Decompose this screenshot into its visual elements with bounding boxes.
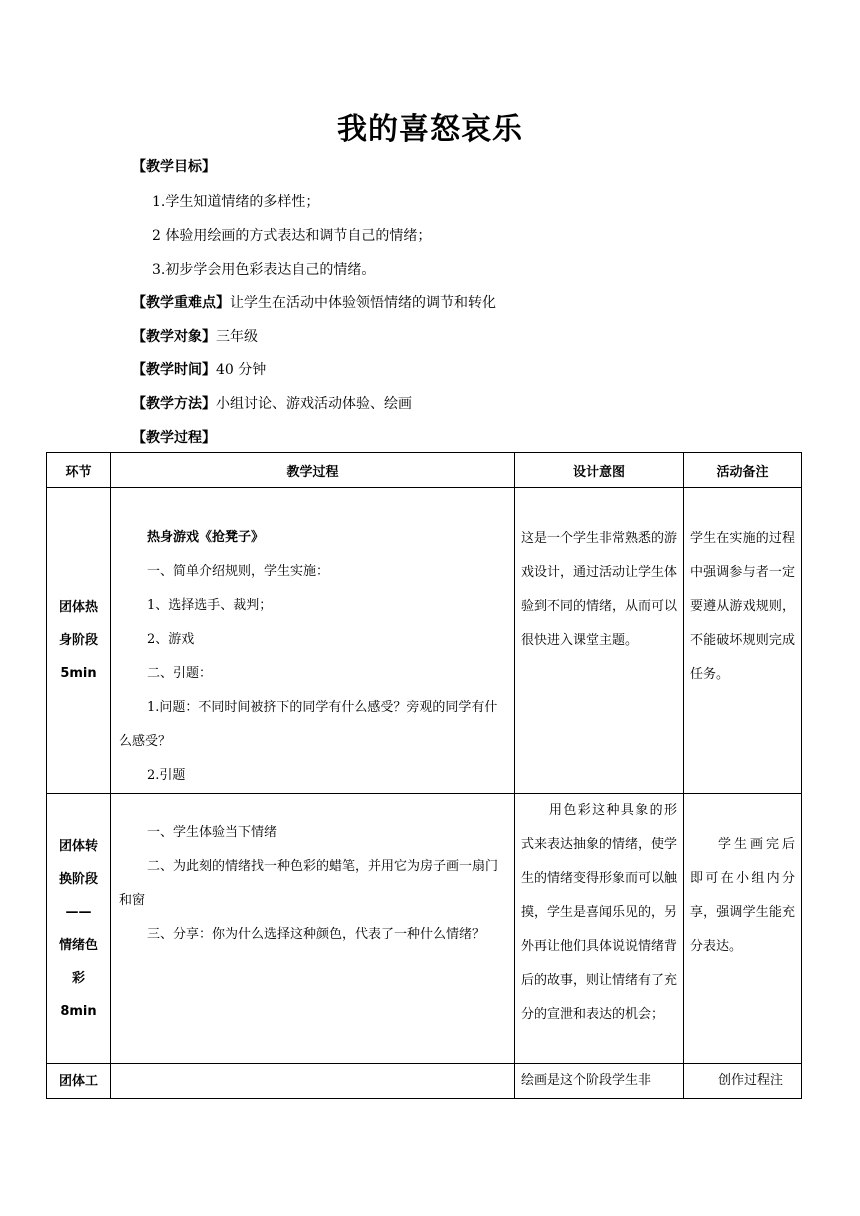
process-cell [111,1064,515,1099]
notes-cell [684,488,802,794]
keypoint-label: 【教学重难点】 [132,295,230,311]
stage-line: 彩 [71,970,85,986]
process-line: 1.问题：不同时间被挤下的同学有什么感受？旁观的同学有什么感受？ [119,700,498,749]
method-label: 【教学方法】 [132,396,216,412]
table-row [47,1064,802,1099]
stage-line: 情绪色 [58,937,98,953]
process-line: 2、游戏 [147,632,195,647]
stage-line: 8min [60,1003,97,1019]
audience-label: 【教学对象】 [132,329,216,345]
process-line: 2.引题 [147,768,186,783]
stage-cell [47,794,111,1064]
objectives-heading [132,157,216,177]
stage-cell [47,1064,111,1099]
intent-cell [515,488,684,794]
intent-cell [515,794,684,1064]
stage-line: 5min [60,666,97,681]
method-line [132,394,412,414]
table-row [47,488,802,794]
process-line: 1、选择选手、裁判； [147,598,273,613]
notes-cell [684,794,802,1064]
audience-line [132,327,258,347]
process-line: 二、引题： [147,666,213,681]
time-value: 40 分钟 [216,362,267,378]
process-cell [111,488,515,794]
process-line: 一、学生体验当下情绪 [147,825,278,840]
process-line: 一、简单介绍规则，学生实施： [147,564,330,579]
time-label: 【教学时间】 [132,362,216,378]
notes-text: 学生画完后即可在小组内分享，强调学生能充分表达。 [690,837,795,954]
header-stage: 环节 [47,453,111,488]
header-intent: 设计意图 [515,453,684,488]
method-value: 小组讨论、游戏活动体验、绘画 [216,396,412,412]
notes-text: 创作过程注 [718,1073,784,1088]
time-line [132,360,266,380]
process-title: 热身游戏《抢凳子》 [147,530,265,545]
notes-cell [684,1064,802,1099]
process-cell [111,794,515,1064]
stage-line: —— [65,904,92,920]
stage-line: 团体转 [58,838,98,854]
objective-item: 1.学生知道情绪的多样性； [152,194,320,210]
stage-line: 身阶段 [58,633,98,648]
stage-line: 团体热 [58,600,98,615]
objective-item: 2 体验用绘画的方式表达和调节自己的情绪； [152,228,432,244]
intent-text: 绘画是这个阶段学生非 [521,1073,652,1088]
intent-cell [515,1064,684,1099]
header-process: 教学过程 [111,453,515,488]
stage-cell [47,488,111,794]
process-line: 二、为此刻的情绪找一种色彩的蜡笔，并用它为房子画一扇门和窗 [119,859,499,908]
intent-text: 用色彩这种具象的形式来表达抽象的情绪，使学生的情绪变得形象而可以触摸，学生是喜闻乐见的，另外再让他们具体说说情绪背后的故事，则让情绪有了充分的宣泄和表达的机会； [521,803,678,1022]
process-line: 三、分享：你为什么选择这种颜色，代表了一种什么情绪？ [147,927,486,942]
document-title: 我的喜怒哀乐 [337,112,523,147]
objectives-label: 【教学目标】 [132,159,216,175]
keypoint-value: 让学生在活动中体验领悟情绪的调节和转化 [230,295,496,311]
intent-text: 这是一个学生非常熟悉的游戏设计，通过活动让学生体验到不同的情绪，从而可以很快进入课堂主题。 [521,531,678,648]
header-notes: 活动备注 [684,453,802,488]
process-heading [132,428,216,448]
table-row [47,794,802,1064]
table-header-row [47,453,802,488]
audience-value: 三年级 [216,329,258,345]
notes-text: 学生在实施的过程中强调参与者一定要遵从游戏规则，不能破坏规则完成任务。 [690,531,795,682]
objective-item: 3.初步学会用色彩表达自己的情绪。 [152,262,376,278]
process-table [46,452,802,1099]
keypoint-line [132,293,496,313]
process-label: 【教学过程】 [132,430,216,446]
stage-line: 团体工 [58,1073,98,1089]
stage-line: 换阶段 [58,871,98,887]
